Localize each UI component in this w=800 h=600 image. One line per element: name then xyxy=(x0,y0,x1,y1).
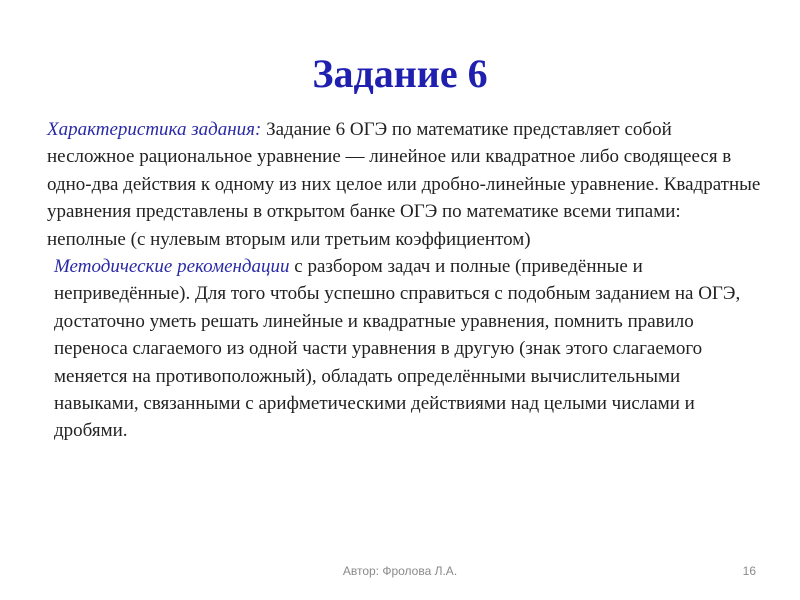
footer-author: Автор: Фролова Л.А. xyxy=(342,564,458,578)
paragraph-task-characteristics xyxy=(47,116,762,253)
page-number: 16 xyxy=(742,564,756,578)
slide-body xyxy=(47,116,762,445)
methodical-recommendations-text: с разбором задач и полные (приведённые и неприведённые). Для того чтобы успешно справиться с подобным заданием на ОГЭ, достаточно уметь решать линейные и квадратные уравнения, помнить правило переноса слагаемого из одной части уравнения в другую (знак этого слагаемого меняется на противоположный), обладать определёнными вычислительными навыками, связанными с арифметическими действиями над целыми числами и дробями. xyxy=(54,256,741,442)
methodical-recommendations-lead: Методические рекомендации xyxy=(54,256,290,278)
task-characteristics-text: Задание 6 ОГЭ по математике представляет собой несложное рациональное уравнение — линейное или квадратное либо сводящееся в одно-два действия к одному из них целое или дробно-линейные уравнение. Квадратные уравнения представлены в открытом банке ОГЭ по математике всеми типами: неполные (с нулевым вторым или третьим коэффициентом) xyxy=(47,119,761,250)
slide-title: Задание 6 xyxy=(312,51,488,96)
task-characteristics-lead: Характеристика задания: xyxy=(47,119,262,140)
paragraph-methodical-recommendations xyxy=(47,253,762,445)
